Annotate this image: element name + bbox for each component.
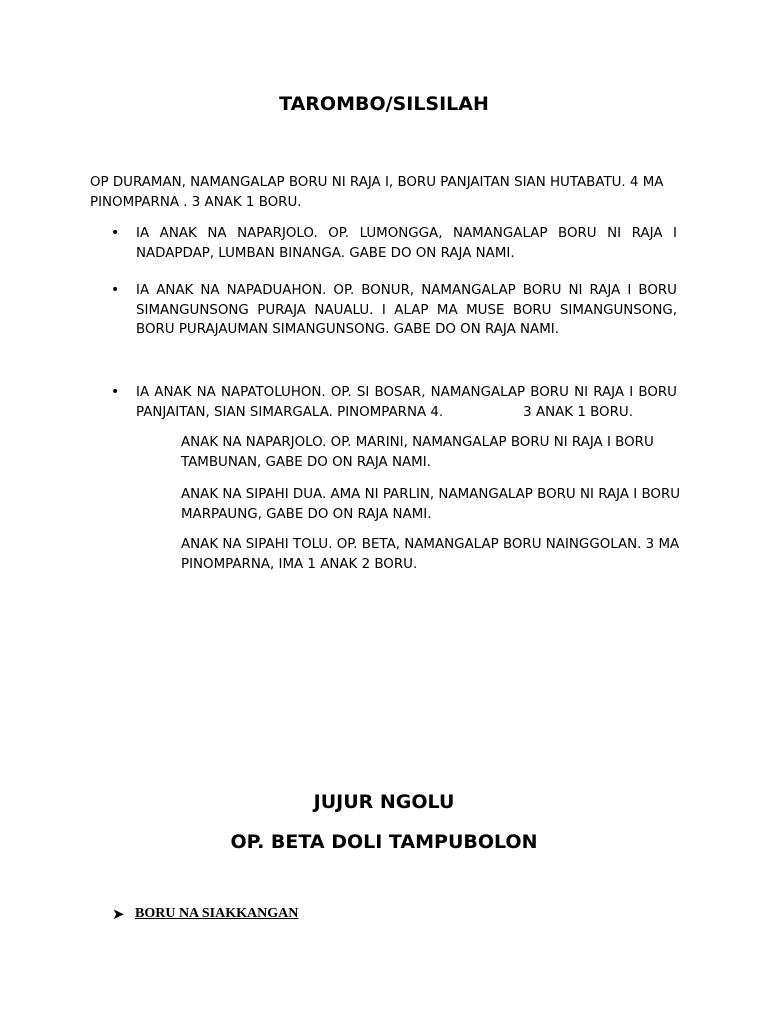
child-entry-3-count: 3 ANAK 1 BORU. bbox=[523, 404, 633, 420]
bullet-icon: • bbox=[111, 384, 120, 400]
grandchild-entry-2: ANAK NA SIPAHI DUA. AMA NI PARLIN, NAMANGALAP BORU NI RAJA I BORU MARPAUNG, GABE DO ON RAJA NAMI. bbox=[181, 487, 681, 522]
child-entry-2: IA ANAK NA NAPADUAHON. OP. BONUR, NAMANGALAP BORU NI RAJA I BORU SIMANGUNSONG PURAJA NAUALU. I ALAP MA MUSE BORU SIMANGUNSONG, BORU PURAJAUMAN SIMANGUNSONG. GABE DO ON RAJA NAMI. bbox=[136, 283, 677, 337]
page-title: TAROMBO/SILSILAH bbox=[279, 93, 489, 115]
child-entry-3 bbox=[136, 383, 677, 422]
child-entry-1: IA ANAK NA NAPARJOLO. OP. LUMONGGA, NAMANGALAP BORU NI RAJA I NADAPDAP, LUMBAN BINANGA. GABE DO ON RAJA NAMI. bbox=[136, 226, 677, 261]
arrow-bullet-icon: ➤ bbox=[112, 905, 125, 923]
intro-paragraph: OP DURAMAN, NAMANGALAP BORU NI RAJA I, BORU PANJAITAN SIAN HUTABATU. 4 MA PINOMPARNA . 3 ANAK 1 BORU. bbox=[90, 175, 664, 210]
section-subtitle: OP. BETA DOLI TAMPUBOLON bbox=[230, 831, 538, 853]
grandchild-entry-3: ANAK NA SIPAHI TOLU. OP. BETA, NAMANGALAP BORU NAINGGOLAN. 3 MA PINOMPARNA, IMA 1 ANAK 2 BORU. bbox=[181, 537, 680, 572]
bullet-icon: • bbox=[111, 225, 120, 241]
grandchild-entry-1: ANAK NA NAPARJOLO. OP. MARINI, NAMANGALAP BORU NI RAJA I BORU TAMBUNAN, GABE DO ON RAJA NAMI. bbox=[181, 435, 654, 470]
list-item-boru-na-siakkangan: BORU NA SIAKKANGAN bbox=[135, 906, 299, 921]
bullet-icon: • bbox=[111, 282, 120, 298]
section-title: JUJUR NGOLU bbox=[313, 791, 455, 813]
child-entry-3-text: IA ANAK NA NAPATOLUHON. OP. SI BOSAR, NAMANGALAP BORU NI RAJA I BORU PANJAITAN, SIAN SIMARGALA. PINOMPARNA 4. bbox=[136, 385, 677, 420]
